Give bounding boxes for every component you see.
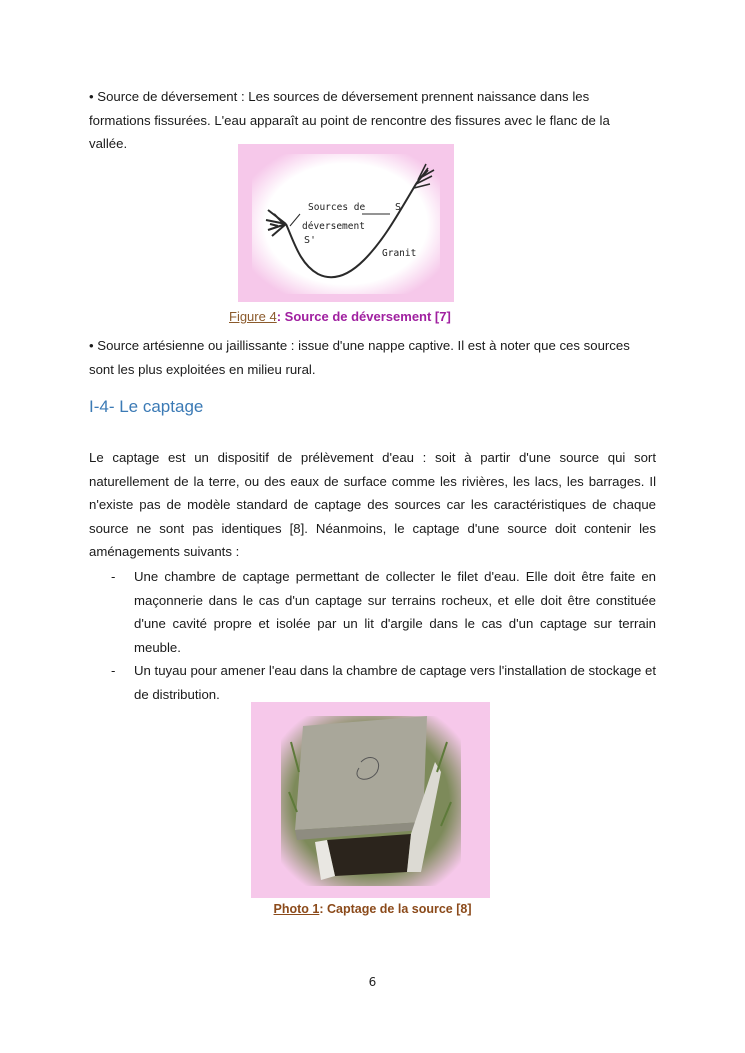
figure-4-diagram bbox=[238, 144, 454, 302]
photo-1-caption bbox=[0, 902, 745, 916]
page-number: 6 bbox=[368, 975, 377, 989]
text-line: formations fissurées. L'eau apparaît au point de rencontre des fissures avec le flanc de la bbox=[89, 112, 610, 128]
concrete-slab bbox=[295, 716, 427, 830]
figure-4-caption-text: : Source de déversement [7] bbox=[276, 309, 451, 324]
section-artesienne-paragraph bbox=[89, 334, 656, 381]
text-line: • Source de déversement : Les sources de déversement prennent naissance dans les bbox=[89, 89, 590, 104]
captage-paragraph: Le captage est un dispositif de prélèvement d'eau : soit à partir d'une source qui sort naturellement de la terre, ou des eaux de surface comme les rivières, les lacs, les barrages. Il n'existe pas de modèle standard de captage des sources car les caractéristiques de chaque source ne sont pas identiques [8]. Néanmoins, le captage d'une source doit contenir les aménagements suivants : bbox=[89, 450, 656, 559]
photo-1-reference-link[interactable]: Photo 1 bbox=[273, 902, 320, 916]
list-item-text: Un tuyau pour amener l'eau dans la chambre de captage vers l'installation de stockage et de distribution. bbox=[134, 663, 656, 702]
chamber-opening bbox=[327, 834, 411, 876]
figure-4-reference-link[interactable]: Figure 4 bbox=[229, 309, 277, 324]
amenagements-list bbox=[89, 565, 656, 706]
text-line: vallée. bbox=[89, 136, 128, 151]
text-line: sont les plus exploitées en milieu rural. bbox=[89, 361, 316, 377]
list-item-text: Une chambre de captage permettant de collecter le filet d'eau. Elle doit être faite en maçonnerie dans le cas d'un captage sur terrains rocheux, et elle doit être constituée d'une cavité propre et isolée par un lit d'argile dans le cas d'un captage sur terrain meuble. bbox=[134, 569, 656, 655]
captage-photo-svg bbox=[251, 702, 490, 898]
photo-1-image bbox=[251, 702, 490, 898]
label-s-top: S bbox=[395, 202, 402, 213]
label-sources: Sources de bbox=[308, 202, 366, 213]
label-granit: Granit bbox=[382, 248, 417, 259]
list-dash: - bbox=[111, 663, 116, 678]
list-item bbox=[89, 659, 656, 706]
deversement-diagram-svg bbox=[238, 144, 454, 302]
text-line: • Source artésienne ou jaillissante : issue d'une nappe captive. Il est à noter que ces sources bbox=[89, 338, 630, 353]
label-s-left: S' bbox=[304, 235, 317, 246]
label-deversement: déversement bbox=[302, 221, 365, 232]
section-heading-captage: I-4- Le captage bbox=[89, 397, 204, 416]
figure-4-caption bbox=[229, 309, 451, 324]
list-item bbox=[89, 565, 656, 659]
photo-1-caption-text: : Captage de la source [8] bbox=[319, 902, 472, 916]
list-dash: - bbox=[111, 569, 116, 584]
